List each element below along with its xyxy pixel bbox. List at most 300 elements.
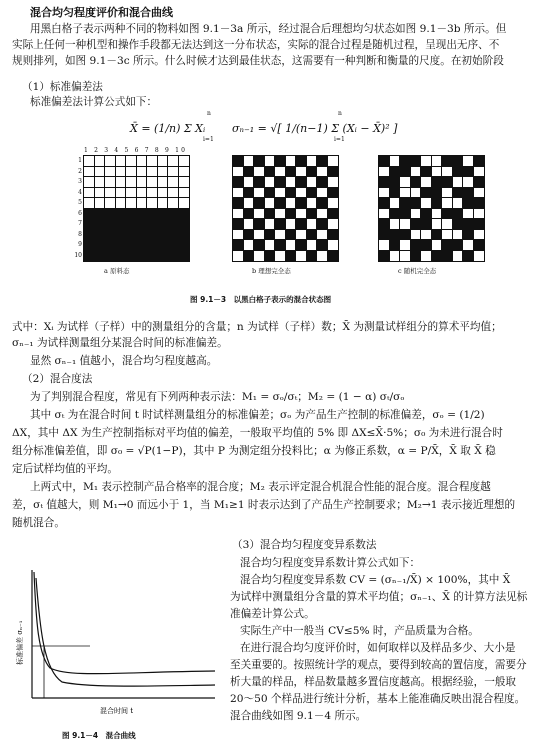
grid-cell (95, 251, 106, 262)
grid-cell (317, 251, 328, 262)
grid-cell (286, 240, 297, 251)
grid-cell (390, 198, 401, 209)
intro-line-2: 实际上任何一种机型和操作手段都无法达到这一分布状态，实际的混合过程是随机过程，呈现出无序、不 (12, 39, 500, 51)
grid-ideal-state (232, 155, 339, 262)
grid-cell (296, 156, 307, 167)
grid-cell (379, 251, 390, 262)
right-line-3: 为试样中测量组分含量的算术平均值；σₙ₋₁、X̄ 的计算方法见标 (230, 591, 528, 603)
grid-cell (307, 177, 318, 188)
grid-cell (95, 167, 106, 178)
grid-cell (463, 188, 474, 199)
grid-cell (95, 188, 106, 199)
grid-cell (158, 230, 169, 241)
grid-cell (474, 219, 485, 230)
grid-cell (432, 219, 443, 230)
grid-cell (105, 167, 116, 178)
grid-cell (379, 156, 390, 167)
grid-cell (158, 167, 169, 178)
grid-cell (244, 188, 255, 199)
grid-cell (147, 188, 158, 199)
grid-random-state (378, 155, 485, 262)
grid-cell (126, 167, 137, 178)
body-line-6: 其中 σₜ 为在混合时间 t 时试样测量组分的标准偏差；σₒ 为产品生产控制的标准偏差，σₒ = (1/2) (30, 409, 485, 421)
grid-cell (158, 209, 169, 220)
grid-cell (84, 188, 95, 199)
grid-cell (379, 177, 390, 188)
grid-cell (432, 251, 443, 262)
grid-cell (453, 251, 464, 262)
grid-cell (105, 240, 116, 251)
y-axis-label: 标准偏差 σₙ₋₁ (16, 620, 24, 665)
grid-cell (474, 167, 485, 178)
grid-cell (84, 167, 95, 178)
grid-cell (432, 156, 443, 167)
grid-cell (463, 240, 474, 251)
grid-cell (116, 188, 127, 199)
grid-cell (233, 177, 244, 188)
grid-cell (158, 188, 169, 199)
right-line-9: 20～50 个样品进行统计分析，基本上能准确反映出混合程度。 (230, 693, 526, 705)
grid-cell (421, 209, 432, 220)
grid-cell (379, 198, 390, 209)
grid-cell (275, 209, 286, 220)
grid-cell (379, 188, 390, 199)
body-line-1: 式中：Xᵢ 为试样（子样）中的测量组分的含量；n 为试样（子样）数；X̄ 为测量试样组分的算术平均值； (12, 321, 502, 333)
grid-cell (244, 167, 255, 178)
right-line-8: 析大量的样品，样品数量越多置信度越高。根据经验，一般取 (230, 676, 517, 688)
grid-cell (275, 251, 286, 262)
grid-cell (137, 251, 148, 262)
grid-cell (95, 156, 106, 167)
grid-cell (453, 156, 464, 167)
grid-cell (105, 209, 116, 220)
grid-cell (328, 177, 339, 188)
grid-cell (275, 230, 286, 241)
grid-cell (296, 219, 307, 230)
grid-row-number: 1 (78, 157, 82, 164)
grid-cell (442, 156, 453, 167)
mixing-curve-figure (10, 560, 220, 725)
grid-cell (411, 188, 422, 199)
grid-raw-state (83, 155, 190, 262)
grid-row-number: 7 (78, 220, 82, 227)
grid-cell (453, 209, 464, 220)
grid-cell (442, 167, 453, 178)
grid-cell (233, 230, 244, 241)
grid-row-number: 4 (78, 188, 82, 196)
grid-cell (432, 198, 443, 209)
intro-line-3: 规则排列，如图 9.1－3c 所示。什么时候才达到最佳状态，这需要有一种判断和衡量的尺度。在初始阶段 (12, 55, 504, 67)
sum-lower-limit-2: i=1 (334, 136, 345, 143)
grid-cell (126, 156, 137, 167)
grid-cell (328, 167, 339, 178)
grid-cell (411, 177, 422, 188)
body-line-9: 定后试样均值的平均。 (12, 463, 118, 475)
grid-cell (442, 188, 453, 199)
grid-cell (147, 177, 158, 188)
grid-cell (95, 209, 106, 220)
grid-cell (168, 209, 179, 220)
grid-cell (105, 177, 116, 188)
grid-cell (126, 209, 137, 220)
mean-formula: X̄ = (1/n) Σ Xᵢ (130, 122, 206, 135)
grid-cell (286, 219, 297, 230)
mixing-curve-2 (36, 578, 215, 686)
grid-cell (95, 198, 106, 209)
grid-cell (296, 240, 307, 251)
grid-cell (390, 167, 401, 178)
grid-cell (265, 219, 276, 230)
grid-cell (275, 188, 286, 199)
grid-cell (254, 240, 265, 251)
grid-cell (116, 167, 127, 178)
grid-cell (168, 198, 179, 209)
grid-cell (137, 167, 148, 178)
grid-cell (233, 209, 244, 220)
grid-cell (116, 240, 127, 251)
formula-intro: 标准偏差法计算公式如下： (30, 96, 158, 108)
grid-cell (179, 167, 190, 178)
grid-cell (286, 230, 297, 241)
grid-cell (421, 219, 432, 230)
grid-cell (168, 230, 179, 241)
grid-cell (411, 167, 422, 178)
grid-cell (254, 251, 265, 262)
grid-cell (421, 177, 432, 188)
body-line-5: 为了判别混合程度，常见有下列两种表示法：M₁ = σₒ/σₜ；M₂ = (1 − α) σₜ/σₒ (30, 391, 405, 403)
right-line-5: 实际生产中一般当 CV≤5% 时，产品质量为合格。 (240, 625, 479, 637)
grid-cell (265, 188, 276, 199)
grid-cell (286, 167, 297, 178)
grid-cell (411, 209, 422, 220)
grid-cell (158, 156, 169, 167)
grid-cell (126, 198, 137, 209)
grid-cell (317, 219, 328, 230)
grid-cell (84, 177, 95, 188)
grid-cell (147, 240, 158, 251)
grid-cell (137, 198, 148, 209)
grid-cell (328, 230, 339, 241)
grid-cell (116, 177, 127, 188)
grid-row-number: 6 (78, 209, 82, 217)
grid-row-number: 5 (78, 199, 82, 206)
grid-cell (463, 230, 474, 241)
body-line-12: 随机混合。 (12, 517, 65, 529)
sum-upper-limit-2: n (338, 110, 342, 117)
grid-cell (390, 240, 401, 251)
figure-4-caption: 图 9.1－4 混合曲线 (62, 731, 136, 740)
grid-cell (296, 167, 307, 178)
grid-cell (244, 251, 255, 262)
grid-cell (84, 198, 95, 209)
grid-cell (275, 156, 286, 167)
grid-cell (126, 219, 137, 230)
grid-cell (463, 219, 474, 230)
grid-cell (421, 156, 432, 167)
grid-cell (126, 188, 137, 199)
grid-cell (244, 240, 255, 251)
grid-cell (84, 240, 95, 251)
grid-cell (411, 240, 422, 251)
grid-cell (317, 156, 328, 167)
intro-line-1: 用黑白格子表示两种不同的物料如图 9.1－3a 所示，经过混合后理想均匀状态如图 9.1－3b 所示。但 (30, 23, 507, 35)
grid-cell (379, 167, 390, 178)
grid-row-number: 2 (78, 167, 82, 175)
grid-cell (379, 240, 390, 251)
grid-cell (296, 188, 307, 199)
grid-cell (474, 198, 485, 209)
grid-cell (126, 177, 137, 188)
grid-cell (116, 156, 127, 167)
grid-cell (265, 240, 276, 251)
grid-cell (233, 188, 244, 199)
grid-cell (84, 156, 95, 167)
grid-cell (147, 167, 158, 178)
grid-cell (379, 230, 390, 241)
grid-cell (179, 198, 190, 209)
grid-cell (307, 209, 318, 220)
grid-cell (453, 167, 464, 178)
grid-cell (147, 219, 158, 230)
body-line-7: ΔX，其中 ΔX 为生产控制指标对平均值的偏差，一般取平均值的 5% 即 ΔX≤X̄·5%；σ₀ 为未进行混合时 (12, 427, 503, 439)
right-line-7: 至关重要的。按照统计学的观点，要得到较高的置信度，需要分 (230, 659, 527, 671)
grid-cell (158, 240, 169, 251)
grid-cell (400, 219, 411, 230)
grid-cell (147, 198, 158, 209)
grid-cell (328, 240, 339, 251)
grid-cell (307, 156, 318, 167)
grid-cell (254, 177, 265, 188)
grid-cell (453, 177, 464, 188)
mixing-curve-1 (34, 572, 215, 674)
grid-cell (390, 230, 401, 241)
subsection-title-1: （1）标准偏差法 (22, 81, 103, 93)
grid-cell (147, 156, 158, 167)
grid-cell (442, 198, 453, 209)
grid-cell (84, 209, 95, 220)
grid-cell (265, 167, 276, 178)
grid-cell (328, 209, 339, 220)
grid-cell (286, 188, 297, 199)
figure-3-caption: 图 9.1－3 以黑白格子表示的混合状态图 (190, 295, 332, 304)
grid-cell (233, 251, 244, 262)
grid-cell (307, 230, 318, 241)
grid-cell (307, 251, 318, 262)
grid-cell (137, 177, 148, 188)
grid-cell (400, 240, 411, 251)
body-line-10: 上两式中，M₁ 表示控制产品合格率的混合度；M₂ 表示评定混合机混合性能的混合度。混合程度越 (30, 481, 491, 493)
grid-cell (411, 219, 422, 230)
grid-cell (147, 251, 158, 262)
grid-cell (442, 251, 453, 262)
body-line-8: 组分标准偏差值，即 σ₀ = √P(1−P)，其中 P 为测定组分投料比；α 为修正系数，α = P/X̄，X̄ 取 X̄ 稳 (12, 445, 496, 457)
grid-cell (432, 240, 443, 251)
std-dev-formula: σₙ₋₁ = √[ 1/(n−1) Σ (Xᵢ − X̄)² ] (232, 122, 398, 135)
grid-cell (244, 230, 255, 241)
grid-cell (254, 167, 265, 178)
grid-cell (275, 167, 286, 178)
grid-cell (254, 188, 265, 199)
grid-cell (421, 188, 432, 199)
grid-cell (317, 198, 328, 209)
grid-cell (463, 251, 474, 262)
grid-cell (296, 209, 307, 220)
grid-cell (286, 198, 297, 209)
grid-cell (400, 230, 411, 241)
grid-cell (474, 240, 485, 251)
grid-cell (474, 251, 485, 262)
grid-cell (390, 156, 401, 167)
body-line-3: 显然 σₙ₋₁ 值越小，混合均匀程度越高。 (30, 355, 218, 367)
grid-cell (95, 177, 106, 188)
grid-cell (432, 209, 443, 220)
grid-cell (442, 209, 453, 220)
grid-cell (442, 240, 453, 251)
grid-cell (95, 219, 106, 230)
grid-cell (244, 177, 255, 188)
grid-cell (147, 209, 158, 220)
grid-cell (453, 198, 464, 209)
grid-cell (275, 240, 286, 251)
grid-cell (432, 167, 443, 178)
grid-cell (265, 251, 276, 262)
grid-cell (105, 230, 116, 241)
grid-cell (432, 188, 443, 199)
grid-cell (317, 240, 328, 251)
x-axis-label: 混合时间 t (100, 707, 134, 715)
grid-cell (179, 219, 190, 230)
grid-cell (105, 251, 116, 262)
grid-row-number: 3 (78, 178, 82, 185)
grid-cell (328, 219, 339, 230)
grid-cell (317, 188, 328, 199)
grid-cell (317, 230, 328, 241)
grid-cell (328, 198, 339, 209)
right-line-4: 准偏差计算公式。 (230, 608, 315, 620)
grid-cell (411, 251, 422, 262)
grid-cell (421, 167, 432, 178)
right-line-2: 混合均匀程度变异系数 CV = (σₙ₋₁/X̄) × 100%，其中 X̄ (240, 574, 511, 586)
grid-cell (233, 240, 244, 251)
grid-cell (105, 156, 116, 167)
sum-lower-limit: i=1 (203, 136, 214, 143)
grid-cell (233, 156, 244, 167)
grid-cell (126, 251, 137, 262)
grid-cell (463, 156, 474, 167)
grid-cell (400, 251, 411, 262)
grid-cell (307, 240, 318, 251)
grid-cell (126, 230, 137, 241)
grid-axis-top: 1 2 3 4 5 6 7 8 9 10 (84, 147, 188, 154)
grid-cell (442, 219, 453, 230)
grid-cell (168, 251, 179, 262)
grid-cell (411, 198, 422, 209)
subsection-title-2: （2）混合度法 (22, 373, 93, 385)
grid-cell (95, 230, 106, 241)
grid-cell (390, 209, 401, 220)
grid-cell (244, 219, 255, 230)
grid-cell (179, 156, 190, 167)
subsection-title-3: （3）混合均匀程度变异系数法 (232, 539, 377, 551)
grid-cell (105, 198, 116, 209)
grid-cell (307, 188, 318, 199)
grid-b-caption: b 理想完全态 (252, 267, 291, 275)
grid-cell (158, 251, 169, 262)
sum-upper-limit: n (207, 110, 211, 117)
grid-cell (453, 219, 464, 230)
grid-cell (275, 198, 286, 209)
grid-cell (275, 219, 286, 230)
grid-cell (307, 219, 318, 230)
grid-cell (84, 219, 95, 230)
grid-cell (244, 209, 255, 220)
grid-cell (233, 198, 244, 209)
grid-cell (379, 219, 390, 230)
grid-cell (286, 209, 297, 220)
grid-cell (265, 177, 276, 188)
grid-cell (317, 177, 328, 188)
grid-cell (137, 240, 148, 251)
grid-cell (390, 188, 401, 199)
grid-row-number: 8 (78, 230, 82, 238)
grid-row-number: 10 (74, 251, 82, 259)
grid-cell (463, 209, 474, 220)
grid-cell (474, 177, 485, 188)
grid-cell (286, 177, 297, 188)
grid-cell (84, 251, 95, 262)
grid-cell (116, 251, 127, 262)
grid-cell (179, 240, 190, 251)
grid-cell (411, 156, 422, 167)
grid-cell (432, 177, 443, 188)
grid-cell (116, 219, 127, 230)
grid-cell (474, 230, 485, 241)
body-line-11: 差，σₜ 值越大，则 M₁→0 而远小于 1，当 M₁≥1 时表示达到了产品生产控制要求；M₂→1 表示接近理想的 (12, 499, 516, 511)
grid-cell (307, 167, 318, 178)
grid-cell (233, 219, 244, 230)
grid-cell (265, 198, 276, 209)
grid-cell (390, 251, 401, 262)
grid-cell (463, 177, 474, 188)
grid-cell (168, 167, 179, 178)
grid-cell (126, 240, 137, 251)
grid-cell (254, 230, 265, 241)
grid-cell (328, 188, 339, 199)
grid-cell (116, 230, 127, 241)
grid-cell (390, 177, 401, 188)
grid-cell (317, 209, 328, 220)
grid-cell (432, 230, 443, 241)
grid-cell (379, 209, 390, 220)
grid-cell (168, 156, 179, 167)
grid-cell (265, 209, 276, 220)
grid-cell (158, 198, 169, 209)
grid-cell (421, 251, 432, 262)
section-heading: 混合均匀程度评价和混合曲线 (30, 6, 173, 19)
grid-cell (286, 251, 297, 262)
right-line-10: 混合曲线如图 9.1－4 所示。 (230, 710, 367, 722)
grid-cell (474, 156, 485, 167)
grid-cell (147, 230, 158, 241)
grid-cell (179, 251, 190, 262)
grid-cell (328, 251, 339, 262)
grid-cell (179, 188, 190, 199)
grid-a-caption: a 原料态 (104, 267, 130, 275)
grid-cell (421, 198, 432, 209)
grid-cell (296, 177, 307, 188)
grid-cell (421, 230, 432, 241)
grid-cell (158, 219, 169, 230)
